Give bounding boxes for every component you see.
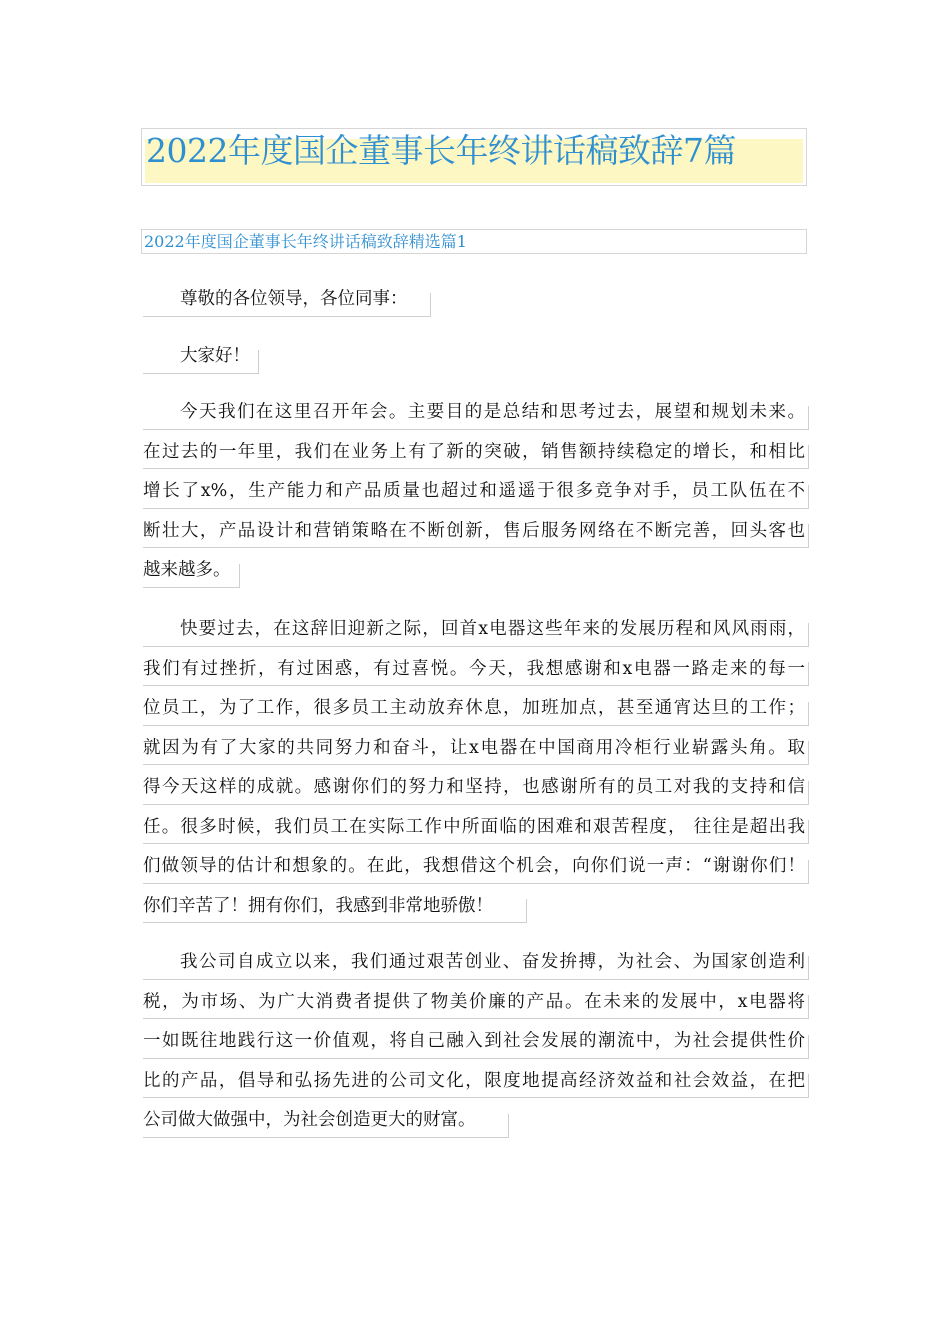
paragraph-2-line: 你们辛苦了！拥有你们，我感到非常地骄傲！ xyxy=(143,887,809,927)
paragraph-3-line: 一如既往地践行这一价值观，将自己融入到社会发展的潮流中，为社会提供性价 xyxy=(143,1022,809,1062)
subtitle-frame xyxy=(141,229,807,254)
paragraph-1-line: 越来越多。 xyxy=(143,551,809,591)
greeting-line xyxy=(143,280,809,320)
paragraph-2-line: 我们有过挫折，有过困惑，有过喜悦。今天，我想感谢和x电器一路走来的每一 xyxy=(143,650,809,690)
paragraph-2-line: 任。很多时候，我们员工在实际工作中所面临的困难和艰苦程度， 往往是超出我 xyxy=(143,808,809,848)
greeting-text: 尊敬的各位领导，各位同事： xyxy=(180,289,408,309)
paragraph-1-line: 增长了x%，生产能力和产品质量也超过和遥遥于很多竞争对手，员工队伍在不 xyxy=(143,472,809,512)
paragraph-2-line: 快要过去，在这辞旧迎新之际，回首x电器这些年来的发展历程和风风雨雨， xyxy=(143,610,809,650)
hello-text: 大家好！ xyxy=(180,346,250,366)
paragraph-2-line: 就因为有了大家的共同努力和奋斗，让x电器在中国商用冷柜行业崭露头角。取 xyxy=(143,729,809,769)
section-subtitle: 2022年度国企董事长年终讲话稿致辞精选篇1 xyxy=(144,232,467,251)
paragraph-1 xyxy=(143,393,809,591)
paragraph-3-line: 比的产品，倡导和弘扬先进的公司文化，限度地提高经济效益和社会效益，在把 xyxy=(143,1062,809,1102)
hello-line xyxy=(143,337,809,377)
paragraph-1-line: 断壮大，产品设计和营销策略在不断创新，售后服务网络在不断完善，回头客也 xyxy=(143,512,809,552)
greeting-paragraph xyxy=(143,280,809,320)
title-frame xyxy=(141,128,807,186)
paragraph-3-line: 税，为市场、为广大消费者提供了物美价廉的产品。在未来的发展中，x电器将 xyxy=(143,983,809,1023)
paragraph-2 xyxy=(143,610,809,926)
paragraph-3-line: 我公司自成立以来，我们通过艰苦创业、奋发拚搏，为社会、为国家创造利 xyxy=(143,943,809,983)
paragraph-2-line: 位员工，为了工作，很多员工主动放弃休息，加班加点，甚至通宵达旦的工作； xyxy=(143,689,809,729)
paragraph-1-line: 今天我们在这里召开年会。主要目的是总结和思考过去，展望和规划未来。 xyxy=(143,393,809,433)
paragraph-3 xyxy=(143,943,809,1141)
paragraph-1-line: 在过去的一年里，我们在业务上有了新的突破，销售额持续稳定的增长，和相比 xyxy=(143,433,809,473)
paragraph-2-line: 得今天这样的成就。感谢你们的努力和坚持，也感谢所有的员工对我的支持和信 xyxy=(143,768,809,808)
hello-paragraph xyxy=(143,337,809,377)
paragraph-3-line: 公司做大做强中，为社会创造更大的财富。 xyxy=(143,1101,809,1141)
paragraph-2-line: 们做领导的估计和想象的。在此，我想借这个机会，向你们说一声：“谢谢你们！ xyxy=(143,847,809,887)
document-title: 2022年度国企董事长年终讲话稿致辞7篇 xyxy=(146,131,736,170)
